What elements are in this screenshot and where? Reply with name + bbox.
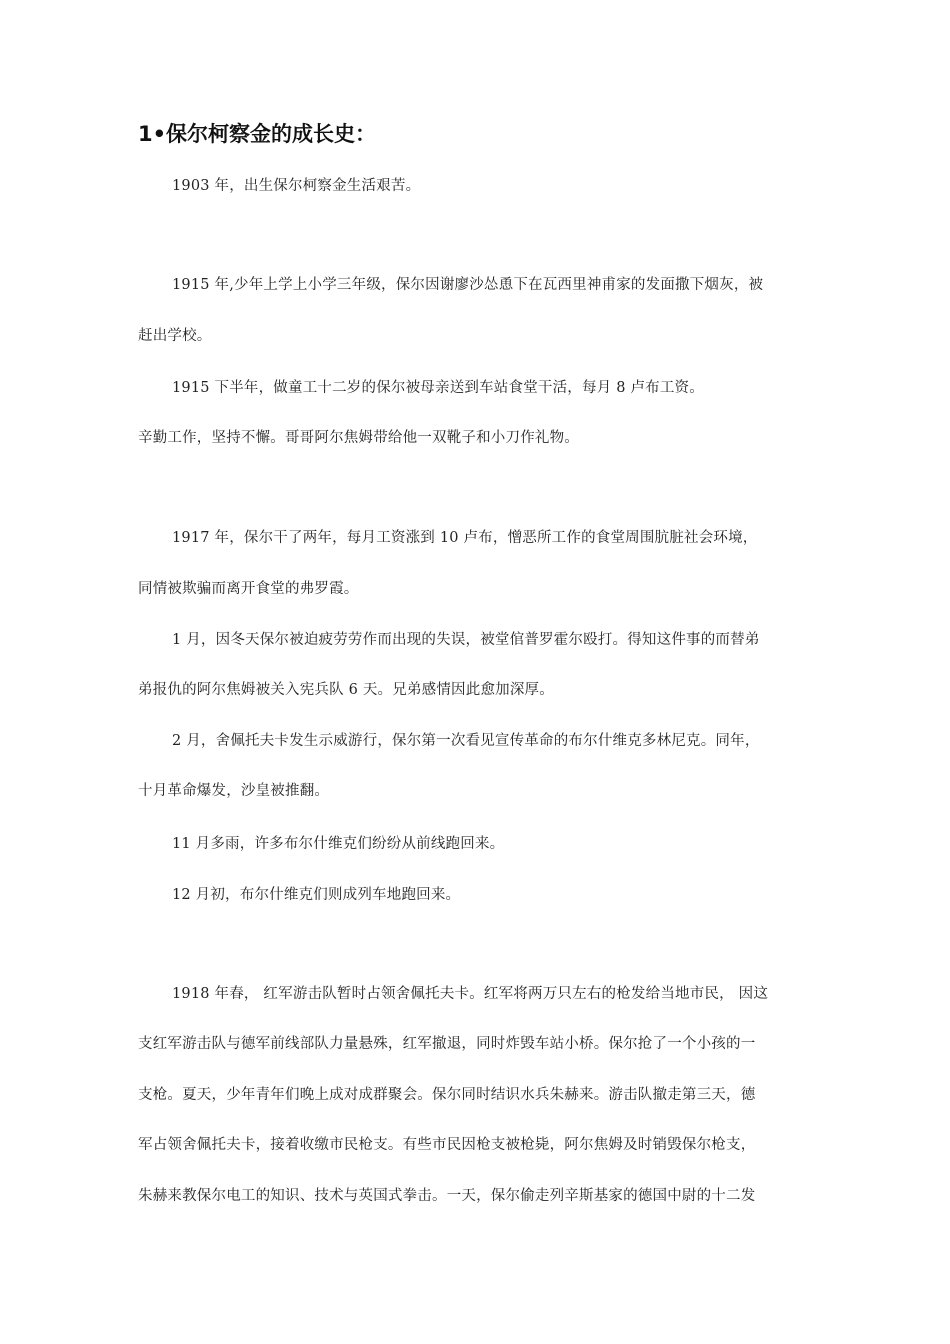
paragraph-line: 1903 年，出生保尔柯察金生活艰苦。 (172, 178, 421, 194)
paragraph-line: 弟报仇的阿尔焦姆被关入宪兵队 6 天。兄弟感情因此愈加深厚。 (138, 682, 554, 698)
paragraph-line: 军占领舍佩托夫卡，接着收缴市民枪支。有些市民因枪支被枪毙，阿尔焦姆及时销毁保尔枪支， (138, 1137, 756, 1153)
paragraph-line: 2 月，舍佩托夫卡发生示威游行，保尔第一次看见宣传革命的布尔什维克多林尼克。同年， (172, 733, 760, 749)
paragraph-line: 十月革命爆发，沙皇被推翻。 (138, 783, 330, 799)
paragraph-line: 1915 下半年，做童工十二岁的保尔被母亲送到车站食堂干活，每月 8 卢布工资。 (172, 380, 704, 396)
paragraph-line: 辛勤工作，坚持不懈。哥哥阿尔焦姆带给他一双靴子和小刀作礼物。 (138, 430, 579, 446)
paragraph-line: 1915 年,少年上学上小学三年级，保尔因谢廖沙怂恿下在瓦西里神甫家的发面撒下烟灰，被 (172, 277, 764, 293)
paragraph-line: 同情被欺骗而离开食堂的弗罗霞。 (138, 581, 359, 597)
paragraph-line: 1 月，因冬天保尔被迫疲劳劳作而出现的失误，被堂倌普罗霍尔殴打。得知这件事的而替弟 (172, 632, 760, 648)
paragraph-line: 支枪。夏天，少年青年们晚上成对成群聚会。保尔同时结识水兵朱赫来。游击队撤走第三天，德 (138, 1087, 756, 1103)
paragraph-line: 12 月初，布尔什维克们则成列车地跑回来。 (172, 887, 461, 903)
paragraph-line: 11 月多雨，许多布尔什维克们纷纷从前线跑回来。 (172, 836, 505, 852)
paragraph-line: 1917 年，保尔干了两年，每月工资涨到 10 卢布，憎恶所工作的食堂周围肮脏社会环境， (172, 530, 758, 546)
paragraph-line: 1918 年春， 红军游击队暂时占领舍佩托夫卡。红军将两万只左右的枪发给当地市民， 因这 (172, 986, 769, 1002)
paragraph-line: 朱赫来教保尔电工的知识、技术与英国式拳击。一天，保尔偷走列辛斯基家的德国中尉的十二发 (138, 1188, 756, 1204)
section-heading: 1•保尔柯察金的成长史： (138, 122, 377, 146)
paragraph-line: 支红军游击队与德军前线部队力量悬殊，红军撤退，同时炸毁车站小桥。保尔抢了一个小孩的一 (138, 1036, 756, 1052)
paragraph-line: 赶出学校。 (138, 328, 212, 344)
